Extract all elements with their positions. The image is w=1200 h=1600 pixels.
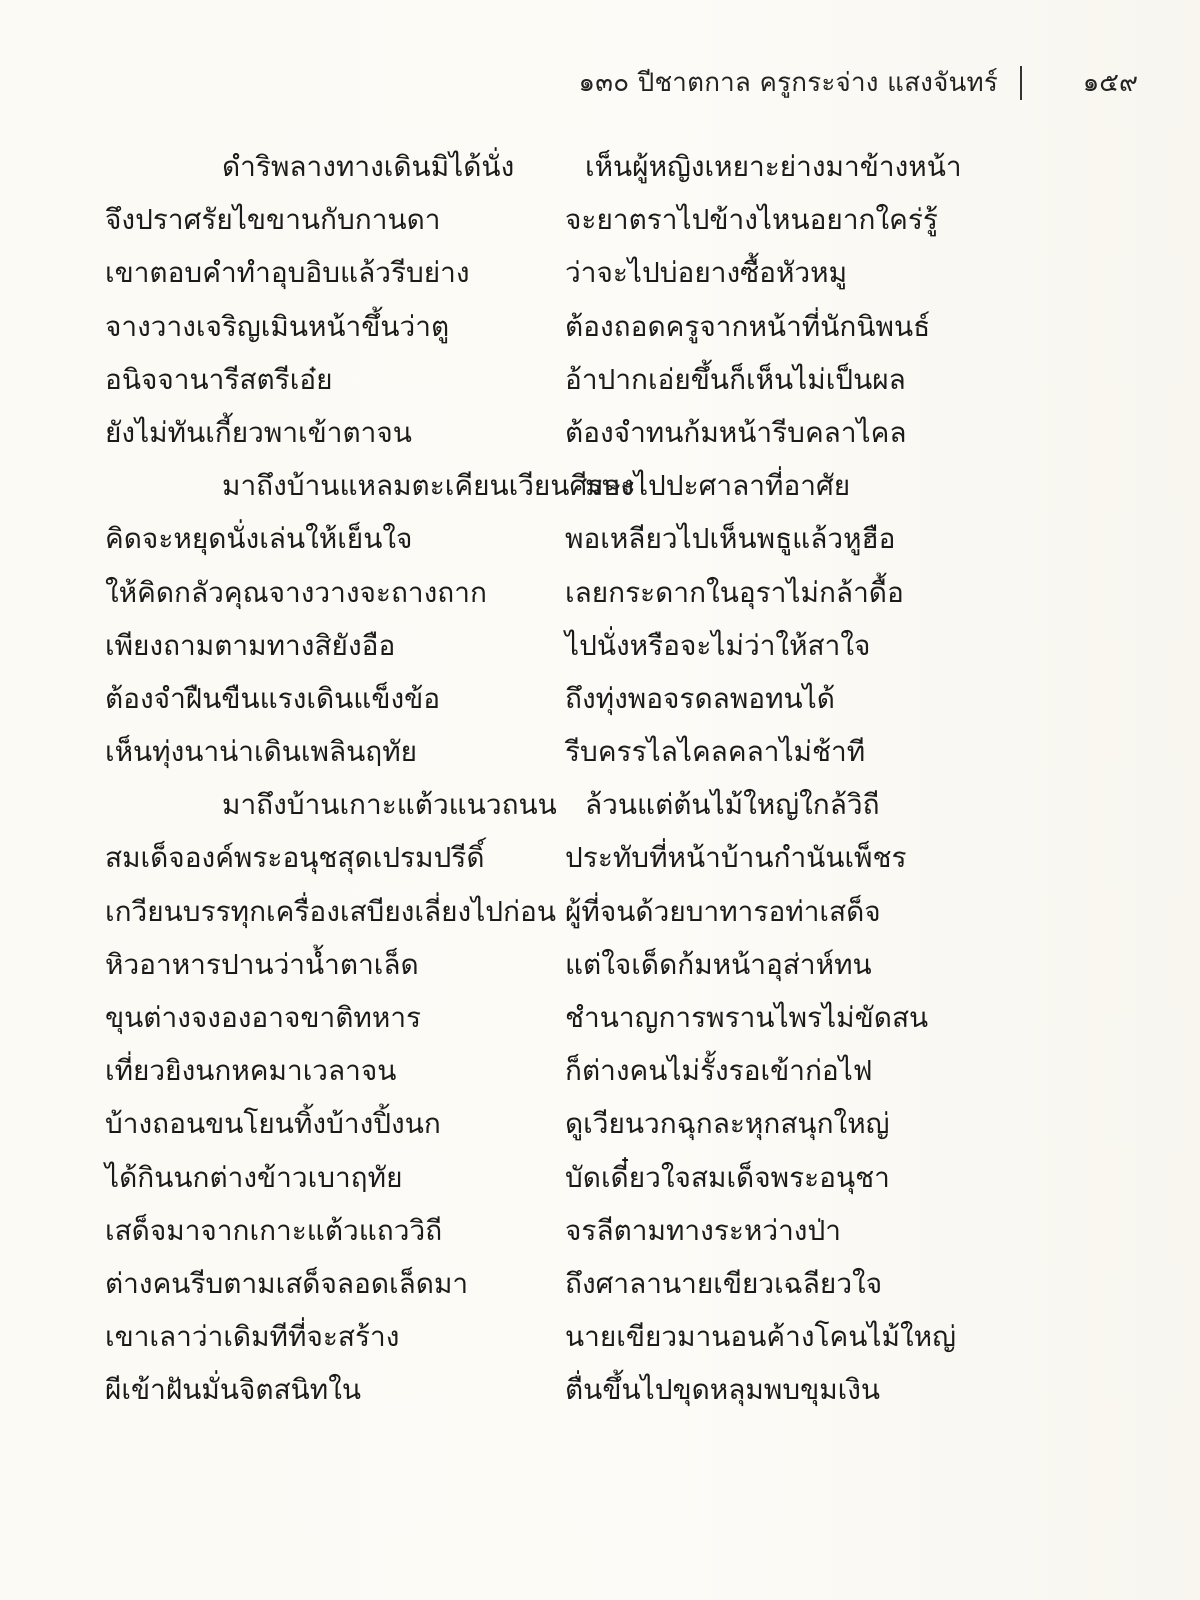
verse-line [0,885,1200,938]
verse-second-hemistich: เลยกระดากในอุราไม่กล้าดื้อ [565,575,904,609]
verse-second-hemistich: จะยาตราไปข้างไหนอยากใคร่รู้ [565,203,938,237]
verse-first-hemistich: คิดจะหยุดนั่งเล่นให้เย็นใจ [105,522,413,556]
verse-line [0,512,1200,565]
verse-second-hemistich: ต้องจำทนก้มหน้ารีบคลาไคล [565,415,907,449]
verse-second-hemistich: พอเหลียวไปเห็นพธูแล้วหูฮือ [565,522,896,556]
verse-first-hemistich: เขาตอบคำทำอุบอิบแล้วรีบย่าง [105,256,470,290]
verse-first-hemistich: บ้างถอนขนโยนทิ้งบ้างปิ้งนก [105,1107,441,1141]
verse-line [0,619,1200,672]
verse-first-hemistich: เห็นทุ่งนาน่าเดินเพลินฤทัย [105,735,418,769]
verse-first-hemistich: ต้องจำฝืนขืนแรงเดินแข็งข้อ [105,681,441,715]
verse-line [0,831,1200,884]
verse-second-hemistich: รีบครรไลไคลคลาไม่ช้าที [565,735,866,769]
running-title: ๑๓๐ ปีชาตกาล ครูกระจ่าง แสงจันทร์ [578,68,998,98]
verse-first-hemistich: เที่ยวยิงนกหคมาเวลาจน [105,1054,397,1088]
verse-first-hemistich: ขุนต่างจงองอาจขาติทหาร [105,1001,422,1034]
verse-first-hemistich: มาถึงบ้านแหลมตะเคียนเวียนศีรษะ [222,469,636,503]
verse-line [0,1204,1200,1257]
verse-second-hemistich: อ้าปากเอ่ยขึ้นก็เห็นไม่เป็นผล [565,362,906,396]
verse-first-hemistich: เพียงถามตามทางสิยังอือ [105,628,396,662]
verse-second-hemistich: บัดเดี๋ยวใจสมเด็จพระอนุชา [565,1160,890,1194]
verse-line [0,1044,1200,1097]
verse-first-hemistich: หิวอาหารปานว่าน้ำตาเล็ด [105,947,419,981]
verse-first-hemistich: ผีเข้าฝันมั่นจิตสนิทใน [105,1373,362,1407]
verse-line [0,140,1200,193]
verse-line [0,406,1200,459]
running-header [579,62,1040,103]
verse-second-hemistich: ถึงศาลานายเขียวเฉลียวใจ [565,1266,883,1300]
verse-line [0,1097,1200,1150]
header-divider [1020,66,1022,100]
verse-line [0,566,1200,619]
verse-first-hemistich: ให้คิดกลัวคุณจางวางจะถางถาก [105,575,487,609]
verse-first-hemistich: ดำริพลางทางเดินมิได้นั่ง [222,150,515,183]
verse-second-hemistich: ต้องถอดครูจากหน้าที่นักนิพนธ์ [565,309,931,343]
verse-first-hemistich: เขาเลาว่าเดิมทีที่จะสร้าง [105,1320,400,1354]
page-number: ๑๕๙ [1082,68,1138,98]
verse-second-hemistich: เห็นผู้หญิงเหยาะย่างมาข้างหน้า [585,150,962,183]
verse-second-hemistich: ชำนาญการพรานไพรไม่ขัดสน [565,1001,929,1034]
verse-first-hemistich: เสด็จมาจากเกาะแต้วแถววิถี [105,1213,443,1247]
verse-first-hemistich: เกวียนบรรทุกเครื่องเสบียงเลี่ยงไปก่อน [105,894,556,928]
verse-second-hemistich: มองไปปะศาลาที่อาศัย [585,469,851,503]
verse-line [0,246,1200,299]
verse-line [0,778,1200,831]
verse-first-hemistich: สมเด็จองค์พระอนุชสุดเปรมปรีดิ์ [105,841,485,875]
verse-line [0,1257,1200,1310]
verse-line [0,193,1200,246]
verse-second-hemistich: ดูเวียนวกฉุกละหุกสนุกใหญ่ [565,1107,890,1141]
verse-first-hemistich: จางวางเจริญเมินหน้าขึ้นว่าตู [105,309,450,343]
verse-line [0,1151,1200,1204]
verse-line [0,938,1200,991]
verse-second-hemistich: ไปนั่งหรือจะไม่ว่าให้สาใจ [565,628,871,662]
verse-second-hemistich: ถึงทุ่งพอจรดลพอทนได้ [565,681,835,715]
verse-line [0,672,1200,725]
verse-first-hemistich: ต่างคนรีบตามเสด็จลอดเล็ดมา [105,1266,469,1300]
verse-second-hemistich: แต่ใจเด็ดก้มหน้าอุส่าห์ทน [565,947,872,981]
verse-first-hemistich: อนิจจานารีสตรีเอ๋ย [105,362,333,396]
poem-body [0,140,1200,1417]
verse-second-hemistich: นายเขียวมานอนค้างโคนไม้ใหญ่ [565,1320,956,1354]
verse-second-hemistich: ประทับที่หน้าบ้านกำนันเพ็ชร [565,841,907,875]
verse-line [0,300,1200,353]
verse-line [0,991,1200,1044]
verse-first-hemistich: ยังไม่ทันเกี้ยวพาเข้าตาจน [105,415,412,449]
verse-second-hemistich: จรลีตามทางระหว่างป่า [565,1213,841,1247]
verse-second-hemistich: ล้วนแต่ต้นไม้ใหญ่ใกล้วิถี [585,788,880,822]
verse-first-hemistich: มาถึงบ้านเกาะแต้วแนวถนน [222,788,557,822]
verse-line [0,353,1200,406]
verse-line [0,725,1200,778]
verse-first-hemistich: ได้กินนกต่างข้าวเบาฤทัย [105,1160,403,1194]
verse-line [0,1363,1200,1416]
verse-second-hemistich: ว่าจะไปบ่อยางซื้อหัวหมู [565,256,848,290]
verse-first-hemistich: จึงปราศรัยไขขานกับกานดา [105,203,441,237]
verse-second-hemistich: ผู้ที่จนด้วยบาทารอท่าเสด็จ [565,894,881,928]
verse-line [0,1310,1200,1363]
verse-second-hemistich: ก็ต่างคนไม่รั้งรอเข้าก่อไฟ [565,1054,873,1088]
verse-second-hemistich: ตื่นขึ้นไปขุดหลุมพบขุมเงิน [565,1373,881,1407]
verse-line [0,459,1200,512]
